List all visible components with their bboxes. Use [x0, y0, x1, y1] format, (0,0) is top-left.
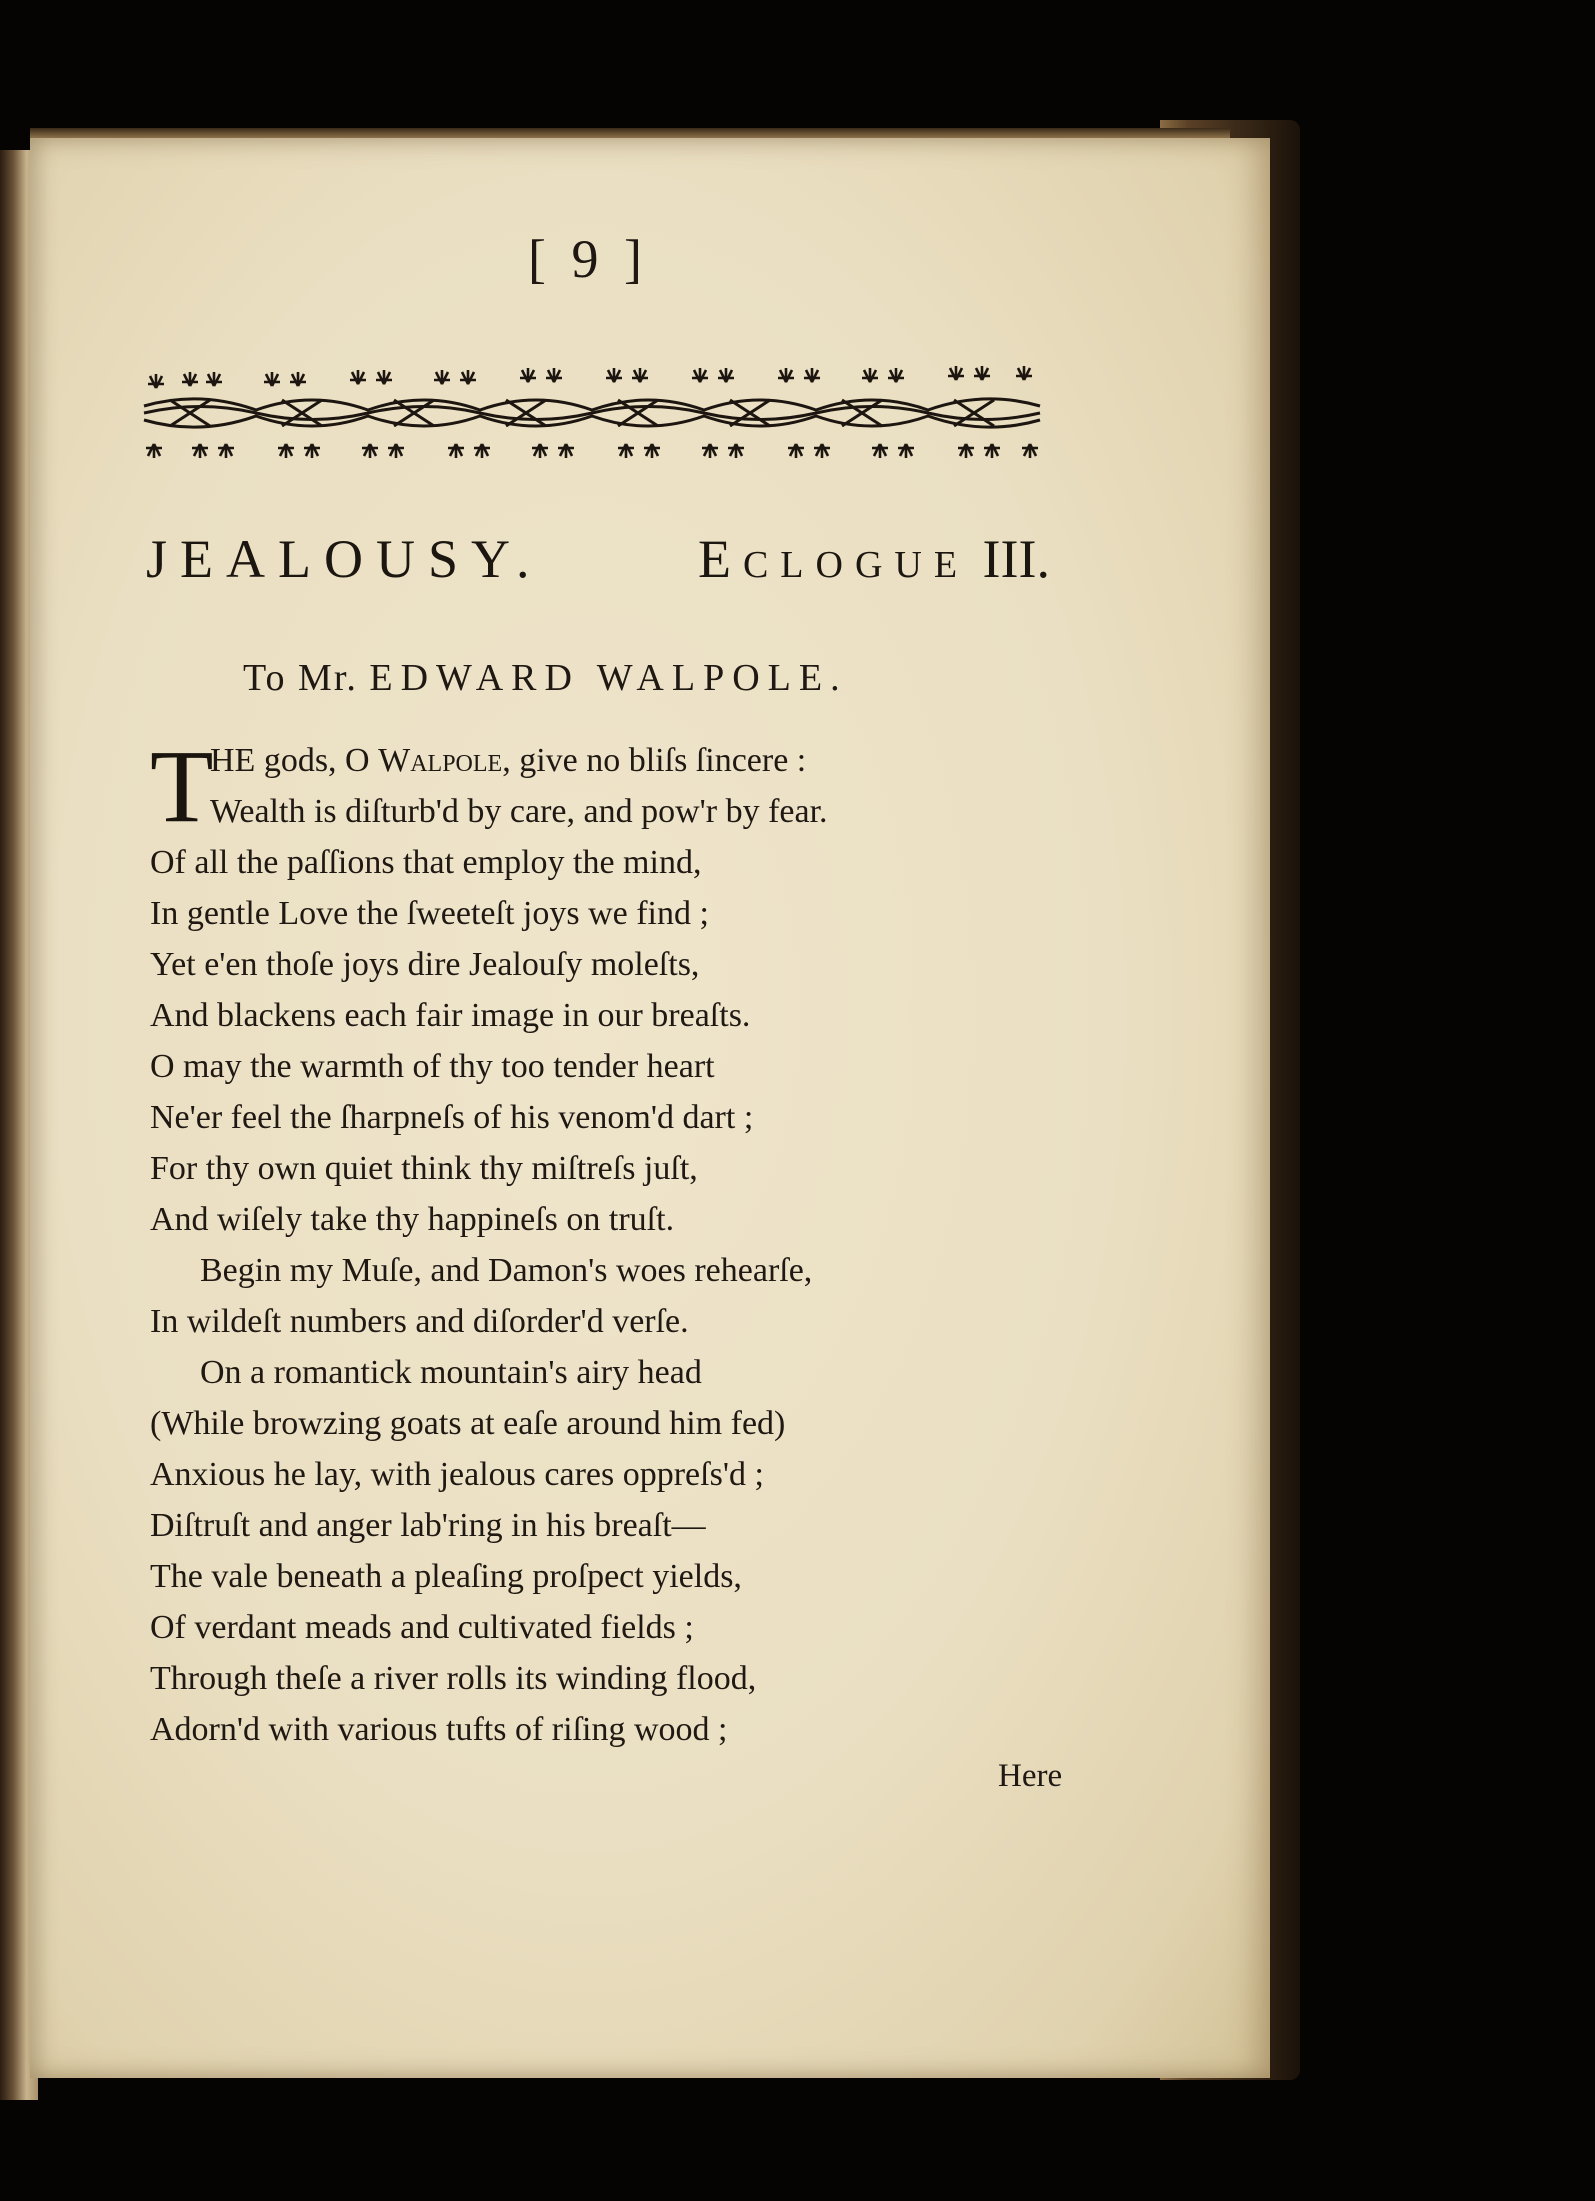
- first-line-name: Walpole,: [378, 742, 511, 779]
- poem-line: Of verdant meads and cultivated fields ;: [150, 1609, 694, 1646]
- poem-body: [150, 729, 1050, 1755]
- poem-line: Diſtruſt and anger lab'ring in his breaſt—: [150, 1507, 706, 1544]
- poem-line: The vale beneath a pleaſing proſpect yields,: [150, 1558, 742, 1595]
- poem-line: Anxious he lay, with jealous cares oppreſs'd ;: [150, 1456, 764, 1493]
- poem-line: In gentle Love the ſweeteſt joys we find ;: [150, 895, 709, 932]
- poem-line: O may the warmth of thy too tender heart: [150, 1048, 715, 1085]
- poem-line: In wildeſt numbers and diſorder'd verſe.: [150, 1303, 689, 1340]
- poem-line: Begin my Muſe, and Damon's woes rehearſe,: [200, 1252, 813, 1289]
- poem-title: [146, 528, 1050, 608]
- poem-line: And wiſely take thy happineſs on truſt.: [150, 1201, 675, 1238]
- poem-line: On a romantick mountain's airy head: [200, 1354, 702, 1391]
- poem-line: Of all the paſſions that employ the mind,: [150, 844, 702, 881]
- title-eclogue: [698, 528, 1050, 590]
- poem-line: Ne'er feel the ſharpneſs of his venom'd dart ;: [150, 1099, 754, 1136]
- poem-line: [150, 735, 1050, 786]
- dedication-prefix: To Mr.: [243, 657, 358, 699]
- poem-line: Adorn'd with various tufts of riſing wood ;: [150, 1711, 728, 1748]
- poem-line: And blackens each fair image in our breaſts.: [150, 997, 751, 1034]
- first-line-end: give no bliſs ſincere :: [510, 742, 807, 779]
- ornament-band: [140, 360, 1045, 475]
- page-number: [ 9 ]: [528, 229, 648, 289]
- first-line-start: HE gods, O: [210, 742, 379, 779]
- dedication-line: [243, 656, 848, 700]
- poem-line: Through theſe a river rolls its winding flood,: [150, 1660, 757, 1697]
- catchword: Here: [998, 1758, 1063, 1794]
- poem-line: Wealth is diſturb'd by care, and pow'r by fear.: [210, 793, 828, 830]
- poem-line: (While browzing goats at eaſe around him fed): [150, 1405, 786, 1442]
- dedication-name: EDWARD WALPOLE.: [369, 657, 848, 699]
- poem-line: Yet e'en thoſe joys dire Jealouſy moleſts,: [150, 946, 700, 983]
- drop-cap: T: [150, 729, 214, 844]
- poem-line: For thy own quiet think thy miſtreſs juſt,: [150, 1150, 698, 1187]
- title-eclogue-numeral: III.: [982, 529, 1050, 589]
- title-eclogue-word: Eclogue: [697, 529, 970, 589]
- title-main: JEALOUSY.: [146, 529, 543, 589]
